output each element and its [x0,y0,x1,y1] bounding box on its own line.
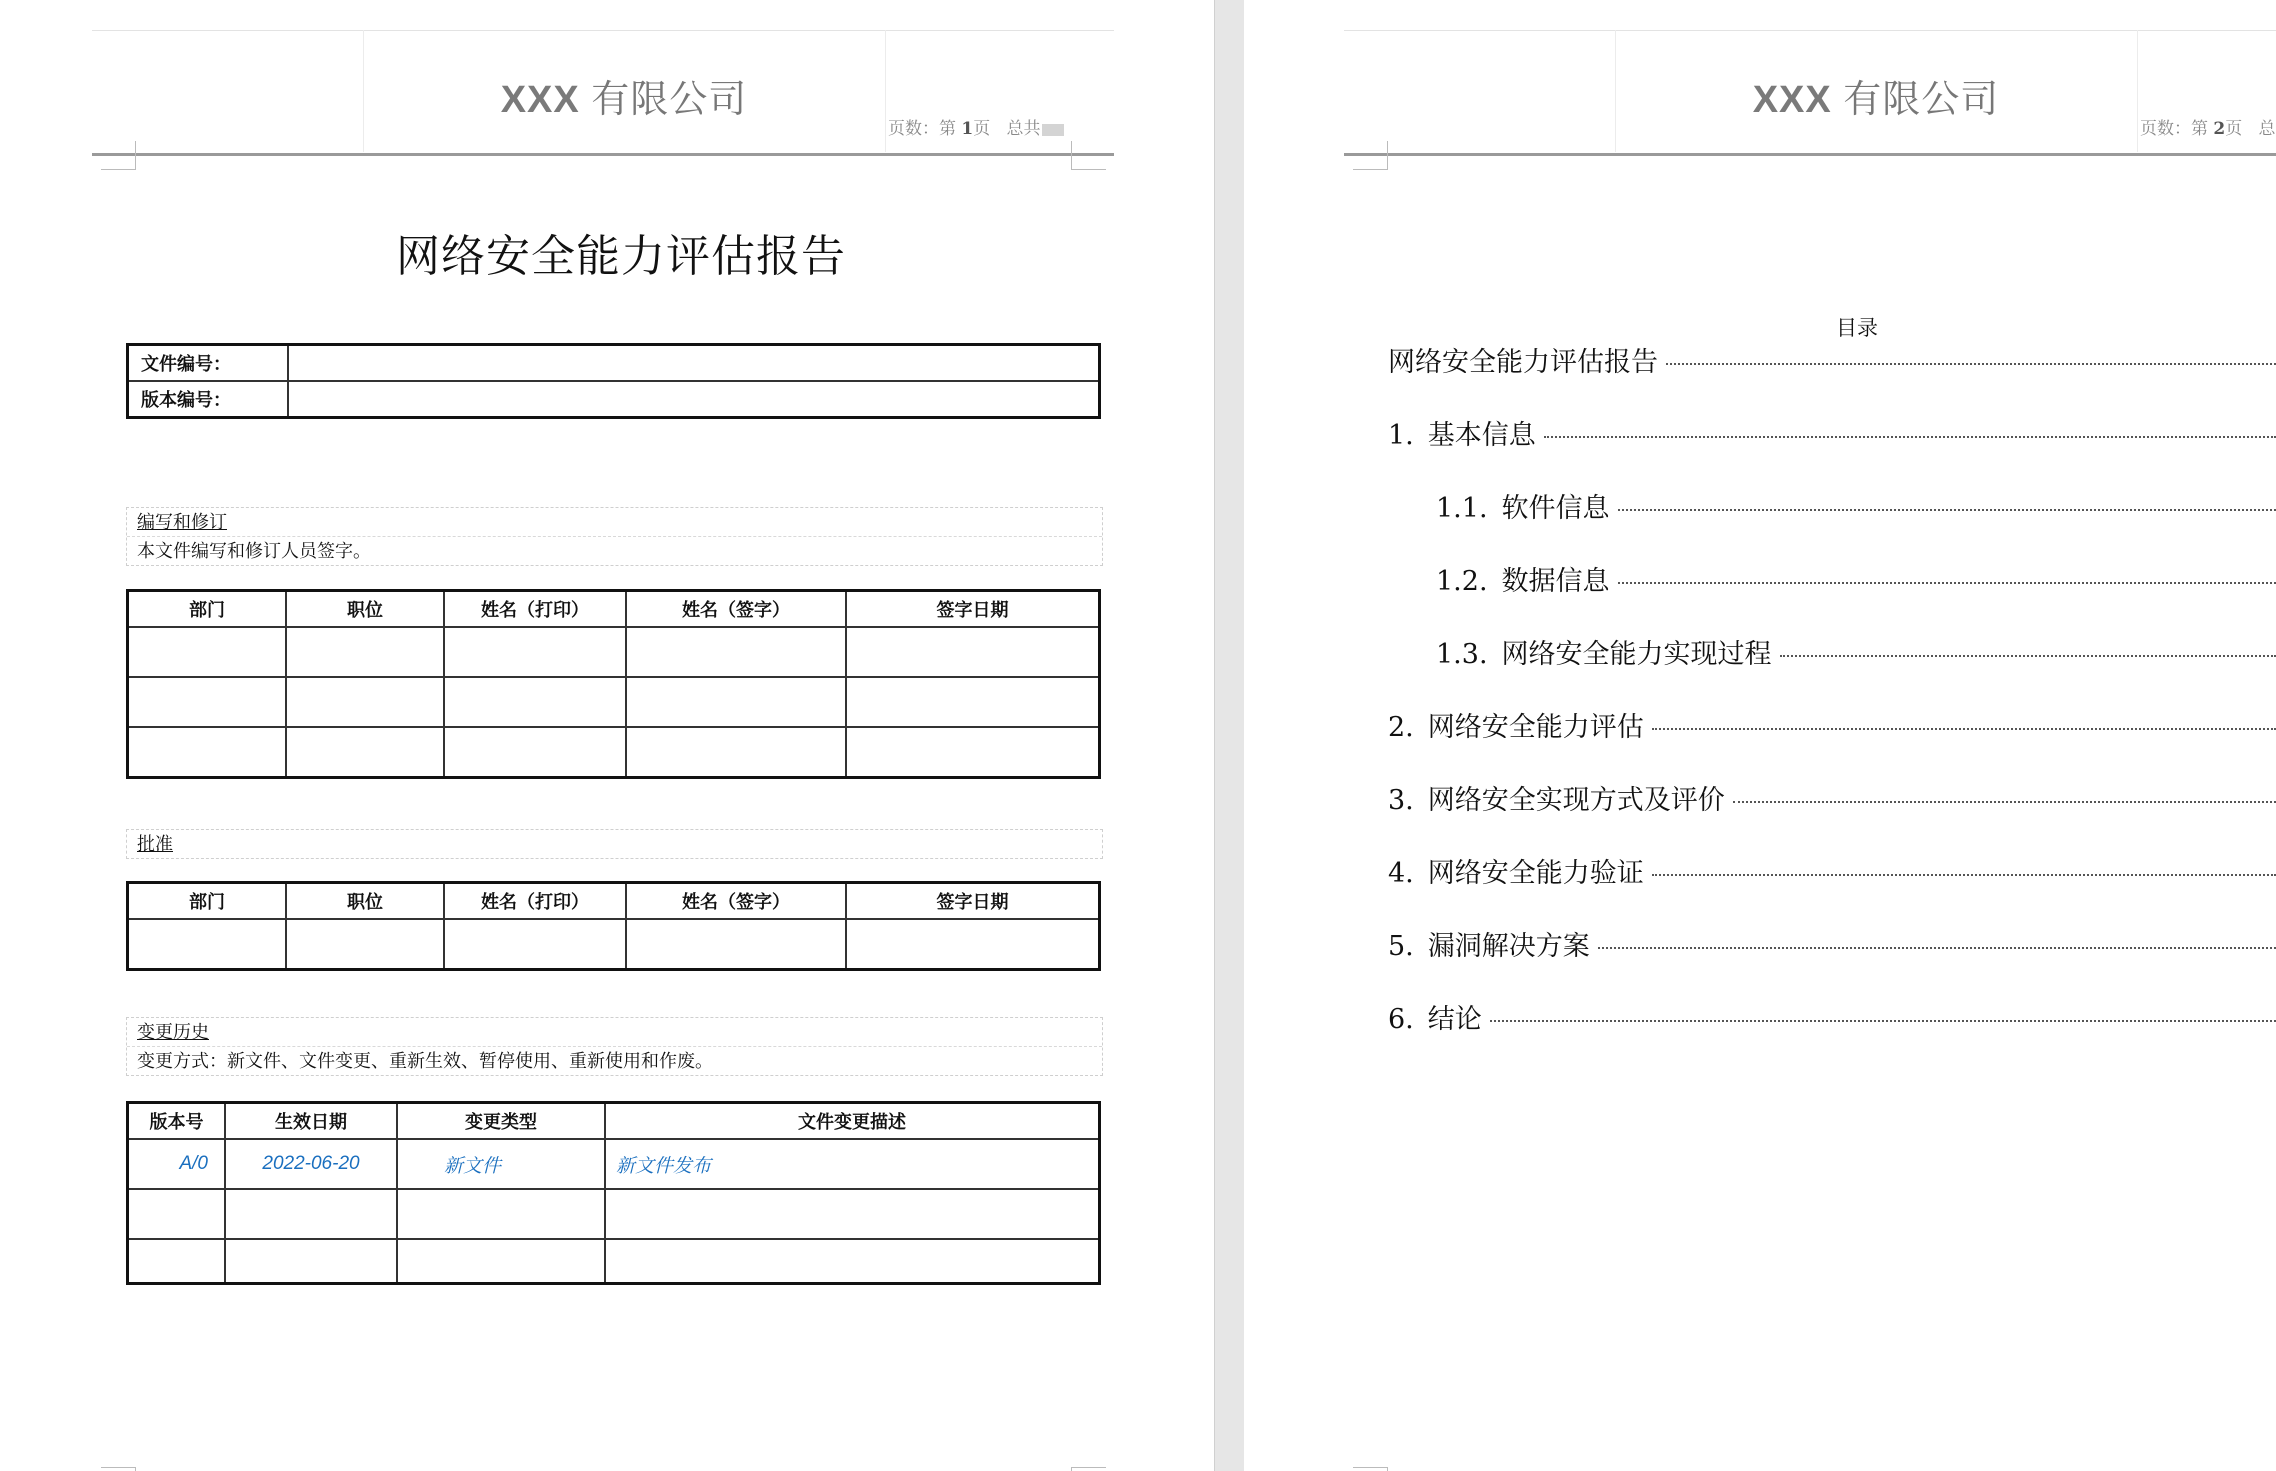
table-cell[interactable] [286,627,444,677]
col-header: 姓名（签字） [626,591,846,628]
company-code: XXX [500,79,580,121]
table-cell[interactable] [128,919,287,969]
page-gutter [1214,0,1244,1471]
table-row [128,1189,1100,1239]
table-cell[interactable] [286,727,444,777]
date-cell[interactable] [225,1189,397,1239]
toc-entry[interactable]: 1.2. 数据信息 [1436,559,2276,598]
table-row [128,919,1100,969]
compile-section [126,507,1103,566]
history-section [126,1017,1103,1076]
toc-entry[interactable]: 2. 网络安全能力评估 [1388,705,2276,744]
desc-cell[interactable] [605,1239,1100,1283]
meta-row [128,345,1100,382]
table-row [128,1239,1100,1283]
page-number: 页数：第 2页 总 [2140,119,2276,139]
toc-entry[interactable]: 1.1. 软件信息 [1436,486,2276,525]
crop-mark [1071,1467,1106,1471]
type-cell[interactable] [397,1239,605,1283]
toc-leader [1618,509,2276,511]
toc-entry-title[interactable]: 网络安全能力评估报告 [1388,340,2276,379]
table-cell[interactable] [626,919,846,969]
version-cell[interactable]: A/0 [128,1139,226,1189]
table-cell[interactable] [444,919,626,969]
table-cell[interactable] [444,677,626,727]
redacted-total [1042,124,1064,136]
crop-mark [1071,141,1106,170]
version-number-field[interactable] [288,381,1100,418]
col-header: 文件变更描述 [605,1103,1100,1140]
col-header: 职位 [286,591,444,628]
table-row [128,627,1100,677]
desc-cell[interactable] [605,1189,1100,1239]
toc-entry[interactable]: 1.3. 网络安全能力实现过程 [1436,632,2276,671]
toc-leader [1733,801,2276,803]
type-cell[interactable]: 新文件 [397,1139,605,1189]
toc-entry[interactable]: 6. 结论 [1388,997,2276,1036]
toc-entry[interactable]: 3. 网络安全实现方式及评价 [1388,778,2276,817]
document-title: 网络安全能力评估报告 [396,231,846,282]
table-header-row [128,591,1100,628]
type-cell[interactable] [397,1189,605,1239]
toc-leader [1666,363,2276,365]
version-cell[interactable] [128,1239,226,1283]
company-suffix: 有限公司 [591,77,748,121]
toc-leader [1652,874,2276,876]
compile-note: 本文件编写和修订人员签字。 [127,536,1102,565]
toc-leader [1490,1020,2276,1022]
col-header: 部门 [128,591,287,628]
table-cell[interactable] [846,627,1100,677]
date-cell[interactable]: 2022-06-20 [225,1139,397,1189]
meta-row [128,381,1100,418]
table-cell[interactable] [128,727,287,777]
meta-label: 版本编号： [128,381,289,418]
company-name [363,68,885,123]
table-cell[interactable] [846,919,1100,969]
col-header: 签字日期 [846,883,1100,920]
history-note: 变更方式：新文件、文件变更、重新生效、暂停使用、重新使用和作废。 [127,1046,1102,1075]
table-row [128,677,1100,727]
history-table [126,1101,1101,1285]
header-cell [885,30,886,152]
table-cell[interactable] [846,727,1100,777]
table-cell[interactable] [286,677,444,727]
crop-mark [101,1467,136,1471]
table-cell[interactable] [286,919,444,969]
toc-heading: 目录 [1836,316,1878,340]
desc-cell[interactable]: 新文件发布 [605,1139,1100,1189]
toc-leader [1780,655,2276,657]
table-cell[interactable] [128,627,287,677]
page-gutter-line [1214,0,1215,1471]
table-cell[interactable] [846,677,1100,727]
col-header: 姓名（打印） [444,883,626,920]
meta-table [126,343,1101,419]
version-cell[interactable] [128,1189,226,1239]
toc-leader [1652,728,2276,730]
col-header: 版本号 [128,1103,226,1140]
col-header: 变更类型 [397,1103,605,1140]
date-cell[interactable] [225,1239,397,1283]
col-header: 姓名（签字） [626,883,846,920]
meta-label: 文件编号： [128,345,289,382]
table-cell[interactable] [626,627,846,677]
company-suffix: 有限公司 [1843,77,2000,121]
toc-entry[interactable]: 5. 漏洞解决方案 [1388,924,2276,963]
approval-sign-table [126,881,1101,971]
col-header: 生效日期 [225,1103,397,1140]
table-header-row [128,1103,1100,1140]
crop-mark [1353,141,1388,170]
crop-mark [101,141,136,170]
toc-leader [1544,436,2276,438]
table-cell[interactable] [626,677,846,727]
history-title: 变更历史 [137,1022,209,1043]
table-cell[interactable] [128,677,287,727]
toc-leader [1598,947,2276,949]
page-number: 页数：第 1页 总共 [888,114,1064,139]
table-cell[interactable] [626,727,846,777]
toc-entry[interactable]: 4. 网络安全能力验证 [1388,851,2276,890]
col-header: 姓名（打印） [444,591,626,628]
table-header-row [128,883,1100,920]
compile-sign-table [126,589,1101,779]
file-number-field[interactable] [288,345,1100,382]
toc-entry[interactable]: 1. 基本信息 [1388,413,2276,452]
toc-leader [1618,582,2276,584]
compile-title: 编写和修订 [137,512,227,533]
header-cell [2137,30,2138,152]
col-header: 职位 [286,883,444,920]
approval-section [126,829,1103,859]
company-name [1615,68,2137,123]
table-row [128,1139,1100,1189]
table-cell[interactable] [444,727,626,777]
table-cell[interactable] [444,627,626,677]
crop-mark [1353,1467,1388,1471]
table-row [128,727,1100,777]
col-header: 部门 [128,883,287,920]
col-header: 签字日期 [846,591,1100,628]
company-code: XXX [1752,79,1832,121]
approval-title: 批准 [137,834,173,855]
